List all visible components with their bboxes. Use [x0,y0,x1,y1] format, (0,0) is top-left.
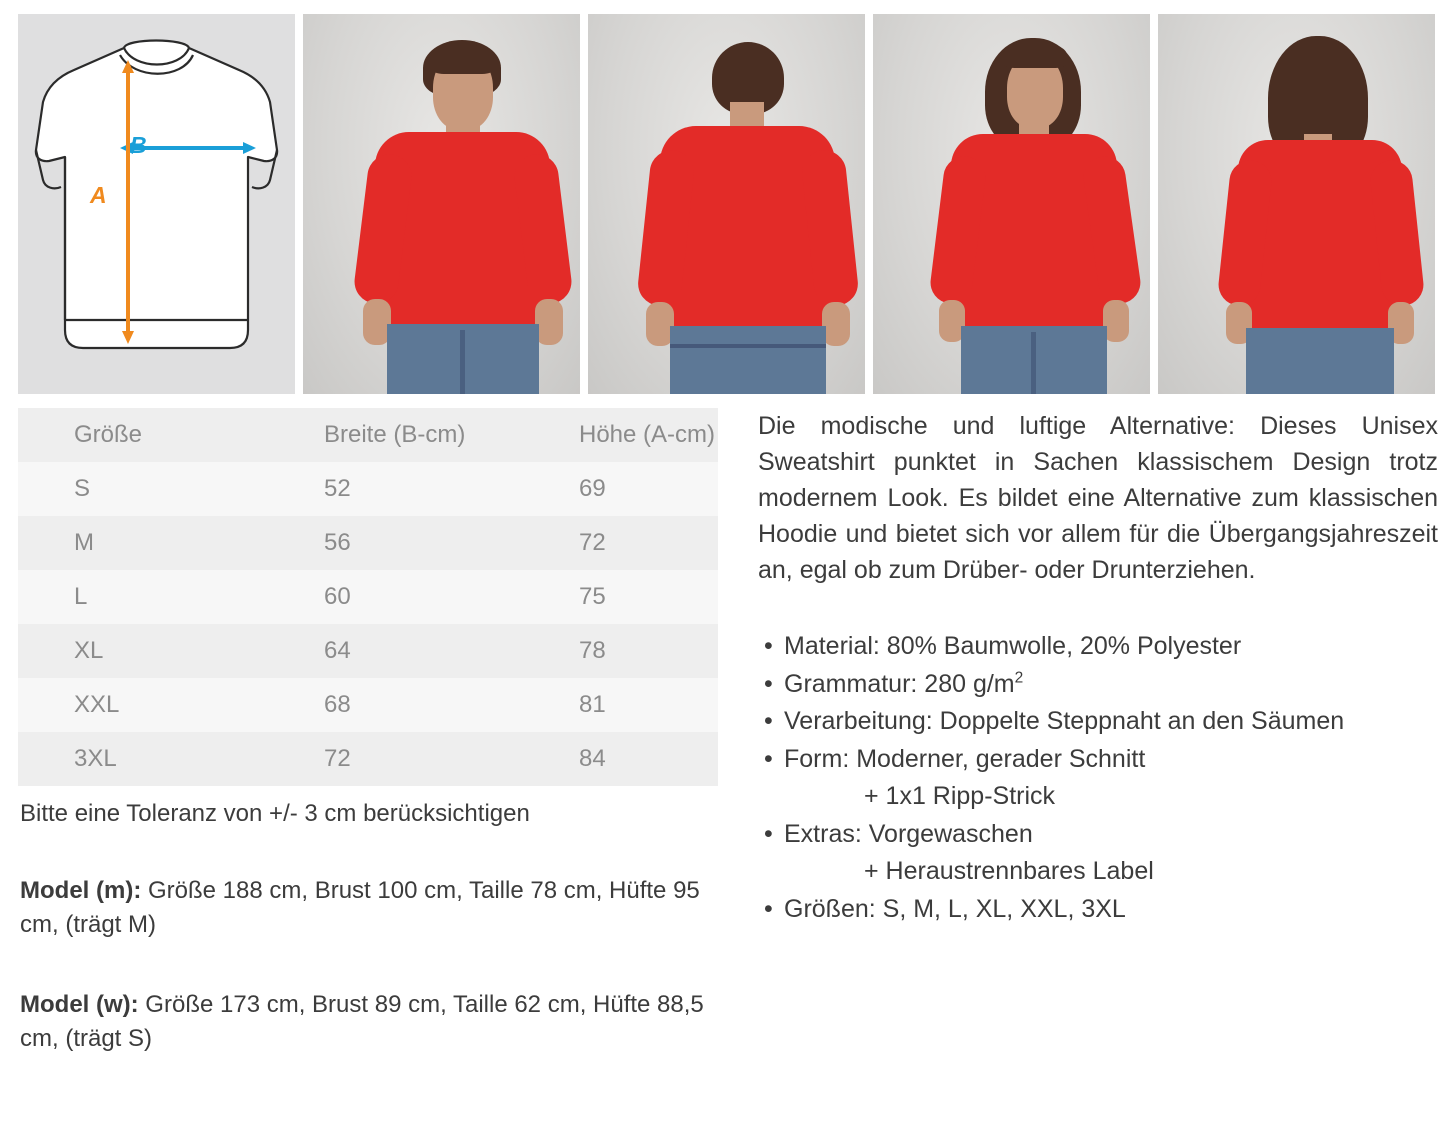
height-label-a: A [90,182,107,208]
spec-weight [758,666,1438,704]
table-row [18,678,718,732]
cell-width: 68 [324,691,351,718]
cell-height: 81 [579,691,606,718]
spec-weight-text: Grammatur: 280 g/m [784,669,1015,698]
column-header-width: Breite (B-cm) [324,421,466,448]
size-chart-column [18,408,728,1080]
size-table [18,408,718,786]
model-female-label: Model (w): [20,991,139,1019]
table-row [18,462,718,516]
table-row [18,516,718,570]
tolerance-note: Bitte eine Toleranz von +/- 3 cm berücksichtigen [20,800,530,827]
cell-size: S [74,475,91,502]
description-column [758,408,1438,1080]
product-image-strip [0,0,1445,394]
spec-extras-detail: + Heraustrennbares Label [864,857,1154,885]
spec-weight-sup: 2 [1014,669,1024,687]
technical-drawing-panel [18,14,295,394]
spec-fit: • Form: Moderner, gerader Schnitt [758,741,1438,779]
table-header-row [18,408,718,462]
spec-material: • Material: 80% Baumwolle, 20% Polyester [758,628,1438,666]
model-female-back-photo [1158,14,1435,394]
cell-width: 56 [324,529,351,556]
model-male-label: Model (m): [20,877,142,904]
cell-height: 69 [579,475,606,502]
cell-size: XL [74,637,104,664]
spec-extras: • Extras: Vorgewaschen [758,816,1438,854]
table-row [18,624,718,678]
cell-size: L [74,583,88,610]
spec-fit-detail: + 1x1 Ripp-Strick [864,782,1056,810]
cell-width: 60 [324,583,351,610]
cell-size: M [74,529,94,556]
column-header-height: Höhe (A-cm) [579,421,716,448]
model-male-back-photo [588,14,865,394]
sweatshirt-outline-icon [34,30,279,360]
product-description: Die modische und luftige Alternative: Dieses Unisex Sweatshirt punktet in Sachen klassischem Design trotz modernem Look. Es bildet eine Alternative zum klassischen Hoodie und bietet sich vor allem für die Übergangsjahreszeit an, egal ob zum Drüber- oder Drunterziehen. [758,412,1438,584]
cell-height: 78 [579,637,606,664]
spec-processing: • Verarbeitung: Doppelte Steppnaht an den Säumen [758,703,1438,741]
cell-size: XXL [74,691,120,718]
model-female-text: Größe 173 cm, Brust 89 cm, Taille 62 cm, Hüfte 88,5 cm, (trägt S) [20,991,704,1053]
spec-sizes: • Größen: S, M, L, XL, XXL, 3XL [758,891,1438,929]
model-male-measurements [18,874,728,942]
cell-width: 64 [324,637,351,664]
cell-width: 52 [324,475,351,502]
model-female-front-photo [873,14,1150,394]
table-row [18,570,718,624]
width-label-b: B [130,132,147,158]
model-male-front-photo [303,14,580,394]
table-row [18,732,718,786]
cell-height: 72 [579,529,606,556]
cell-width: 72 [324,745,351,772]
cell-height: 75 [579,583,606,610]
model-female-measurements [18,988,728,1056]
model-male-text: Größe 188 cm, Brust 100 cm, Taille 78 cm, Hüfte 95 cm, (trägt M) [20,877,700,939]
product-specs-list [758,628,1438,928]
cell-size: 3XL [74,745,117,772]
cell-height: 84 [579,745,606,772]
column-header-size: Größe [74,421,143,448]
